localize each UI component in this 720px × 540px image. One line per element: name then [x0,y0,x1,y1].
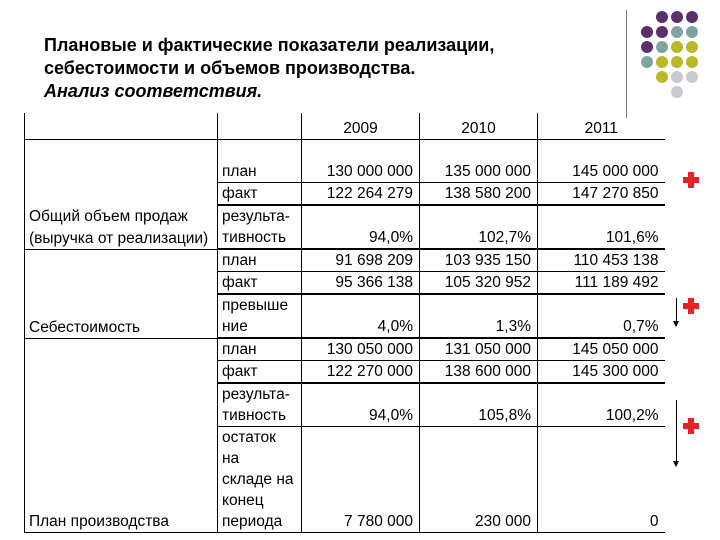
value-cell [420,490,538,511]
group-label-cell [25,338,218,361]
table-row [25,294,665,316]
group-label-cell [25,448,218,469]
value-cell: 105,8% [420,405,538,427]
group-label-cell [25,405,218,427]
table-spacer-row [25,140,665,162]
value-cell [420,469,538,490]
indicator-label: превыше [218,294,302,316]
group-label-cell [25,205,218,227]
down-arrow-icon [676,400,677,466]
decor-dot [671,11,683,23]
indicator-label: на [218,448,302,469]
indicator-label: план [218,249,302,272]
decor-dot [641,26,653,38]
value-cell: 105 320 952 [420,272,538,295]
indicator-label: результа- [218,383,302,405]
group-label: План производства [29,513,169,530]
decor-dot [671,56,683,68]
value-cell [538,490,665,511]
table-row [25,383,665,405]
value-cell: 95 366 138 [302,272,420,295]
indicator-label: факт [218,272,302,295]
decor-dot [656,41,668,53]
value-cell [538,205,665,227]
group-label-cell [25,490,218,511]
group-label: Себестоимость [29,318,141,336]
indicator-label: остаток [218,427,302,449]
table-row [25,183,665,206]
indicator-label: периода [218,511,302,533]
table-row [25,161,665,183]
value-cell: 103 935 150 [420,249,538,272]
value-cell: 4,0% [302,316,420,338]
indicator-label: ние [218,316,302,338]
value-cell: 145 050 000 [538,338,665,361]
down-arrow-icon [676,298,677,326]
value-cell: 130 050 000 [302,338,420,361]
year-header: 2010 [420,113,538,140]
value-cell [538,448,665,469]
value-cell [302,294,420,316]
value-cell: 110 453 138 [538,249,665,272]
value-cell [420,205,538,227]
value-cell [420,427,538,449]
group-label-cell [25,361,218,384]
group-label-cell [25,294,218,316]
value-cell [302,490,420,511]
decor-dot [671,71,683,83]
value-cell: 135 000 000 [420,161,538,183]
decor-dot [656,26,668,38]
group-label-cell [25,469,218,490]
value-cell: 122 264 279 [302,183,420,206]
value-cell: 100,2% [538,405,665,427]
decor-dot [641,41,653,53]
header-empty-cell [25,113,218,140]
indicator-label: факт [218,183,302,206]
group-label-cell [25,427,218,449]
value-cell: 130 000 000 [302,161,420,183]
value-cell: 147 270 850 [538,183,665,206]
title-line-2: себестоимости и объемов производства. [44,58,416,78]
year-header: 2011 [538,113,665,140]
value-cell: 0 [538,511,665,533]
table-row [25,205,665,227]
decor-dot [686,71,698,83]
value-cell [302,448,420,469]
group-label-cell [25,272,218,295]
table-row [25,427,665,449]
indicators-table [24,113,665,533]
table-row [25,249,665,272]
decor-divider-line [626,10,627,118]
decor-dot [686,26,698,38]
value-cell: 94,0% [302,405,420,427]
value-cell [420,383,538,405]
table-row [25,316,665,338]
table-row [25,448,665,469]
value-cell: 111 189 492 [538,272,665,295]
value-cell [302,205,420,227]
indicator-label: результа- [218,205,302,227]
decor-dot [656,71,668,83]
group-label-cell [25,511,218,533]
table-row [25,361,665,384]
value-cell: 138 580 200 [420,183,538,206]
value-cell: 122 270 000 [302,361,420,384]
value-cell [538,383,665,405]
year-header: 2009 [302,113,420,140]
value-cell: 91 698 209 [302,249,420,272]
indicator-label: складе на [218,469,302,490]
decor-dot [671,41,683,53]
value-cell [302,469,420,490]
value-cell: 145 300 000 [538,361,665,384]
table-row [25,405,665,427]
value-cell: 131 050 000 [420,338,538,361]
group-label: Общий объем продаж [29,208,188,225]
decor-dot [656,56,668,68]
table-row [25,272,665,295]
indicator-label: тивность [218,405,302,427]
group-label-cell [25,383,218,405]
value-cell: 145 000 000 [538,161,665,183]
value-cell [302,383,420,405]
value-cell [538,469,665,490]
value-cell: 1,3% [420,316,538,338]
indicator-label: план [218,338,302,361]
value-cell: 102,7% [420,227,538,249]
table-row [25,227,665,249]
value-cell: 230 000 [420,511,538,533]
title-line-1: Плановые и фактические показатели реализации, [44,35,495,55]
decor-dot [686,56,698,68]
indicator-label: тивность [218,227,302,249]
group-label-cell [25,161,218,183]
table-row [25,338,665,361]
table-row [25,469,665,490]
value-cell: 94,0% [302,227,420,249]
decor-dot [686,11,698,23]
decor-dot [641,56,653,68]
value-cell: 0,7% [538,316,665,338]
table-row [25,490,665,511]
decor-dot [686,41,698,53]
group-label: (выручка от реализации) [29,229,209,247]
decor-dot [671,86,683,98]
value-cell: 138 600 000 [420,361,538,384]
group-label-cell [25,227,218,249]
value-cell [420,294,538,316]
indicator-label: конец [218,490,302,511]
decor-dot [671,26,683,38]
table-header-row [25,113,665,140]
value-cell: 7 780 000 [302,511,420,533]
group-label-cell [25,316,218,338]
table-row [25,511,665,533]
slide-title [44,34,604,103]
indicator-label: факт [218,361,302,384]
value-cell: 101,6% [538,227,665,249]
value-cell [420,448,538,469]
group-label-cell [25,183,218,206]
value-cell [538,294,665,316]
title-line-3: Анализ соответствия. [44,81,263,101]
header-empty-cell [218,113,302,140]
decor-dot [656,11,668,23]
indicator-label: план [218,161,302,183]
group-label-cell [25,249,218,272]
value-cell [302,427,420,449]
value-cell [538,427,665,449]
